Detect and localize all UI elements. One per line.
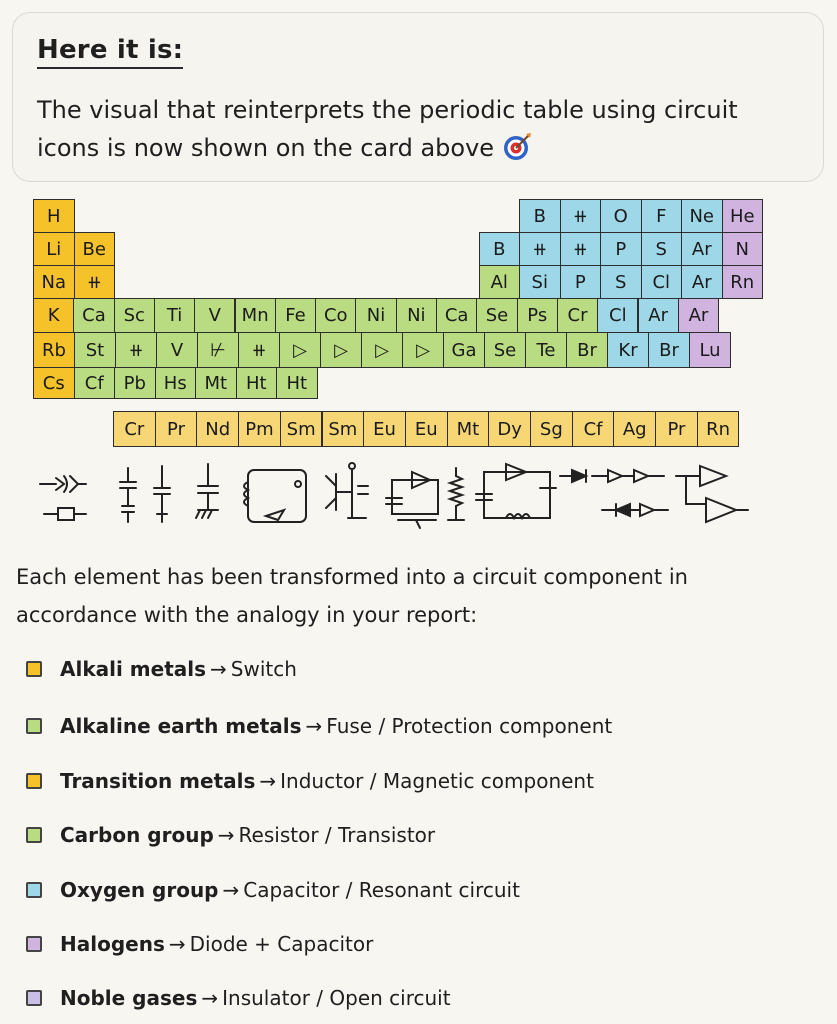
legend-name: Oxygen group [60,878,219,902]
legend-swatch [26,661,42,677]
f-block-cell: Sg [530,411,573,447]
arrow-icon: → [168,932,186,956]
legend-name: Carbon group [60,823,214,847]
legend-swatch [26,827,42,843]
element-cell: P [560,265,602,299]
element-cell: Si [519,265,561,299]
element-cell: ▷ [361,332,403,368]
legend-description: Switch [230,657,297,681]
element-cell: Ht [236,367,278,399]
element-cell: Kr [607,332,649,368]
ground-capacitor-icon [196,464,218,518]
element-cell: ⧺ [115,332,157,368]
legend-description: Resistor / Transistor [238,823,436,847]
f-block-cell: Cr [113,411,156,447]
element-cell: Cl [597,298,638,333]
element-cell: Mn [235,298,276,333]
element-cell: S [600,265,642,299]
element-cell: Ar [678,298,719,333]
element-cell: Li [33,232,75,266]
legend-description: Diode + Capacitor [189,932,374,956]
element-cell: ▷ [320,332,362,368]
inductor-loop-icon [244,470,306,522]
legend-swatch [26,773,42,789]
element-cell: B [519,199,561,233]
element-cell: Rn [722,265,764,299]
circuit-symbols-strip [36,458,756,532]
element-cell: ⧺ [74,265,116,299]
element-cell: B [479,232,521,266]
legend-item [26,654,297,684]
element-cell: Br [566,332,608,368]
element-cell: S [641,232,683,266]
element-cell: Ni [355,298,396,333]
f-block-cell: Sm [322,411,365,447]
legend-swatch [26,990,42,1006]
element-cell: Ne [681,199,723,233]
element-cell: Fe [275,298,316,333]
f-block-cell: Mt [447,411,490,447]
diode-chain-icon [560,470,668,516]
legend-swatch [26,882,42,898]
element-cell: Pb [114,367,156,399]
element-cell: ⊬ [197,332,239,368]
element-cell: Ni [396,298,437,333]
legend-description: Inductor / Magnetic component [280,769,594,793]
diode-coil-circuit-icon [476,464,556,518]
element-cell: Ar [681,232,723,266]
f-block-cell: Ag [613,411,656,447]
element-cell: Br [648,332,690,368]
element-cell: K [33,298,74,333]
element-cell: Ga [443,332,485,368]
element-cell: H [33,199,75,233]
element-cell: ⧺ [560,199,602,233]
element-cell: ▷ [402,332,444,368]
legend-item [26,875,520,905]
legend-item [26,929,373,959]
intro-paragraph: Each element has been transformed into a circuit component in accordance with the analogy in your report: [16,565,688,627]
element-cell: Ca [436,298,477,333]
capacitor-symbol-icon-1 [120,468,136,522]
legend-item [26,766,594,796]
f-block-cell: Eu [363,411,406,447]
element-cell: ⧺ [519,232,561,266]
f-block-cell: Pr [155,411,198,447]
element-cell: Se [484,332,526,368]
element-cell: Te [525,332,567,368]
element-cell: Al [479,265,521,299]
element-cell: O [600,199,642,233]
legend-name: Transition metals [60,769,256,793]
element-cell: Sc [114,298,155,333]
arrow-icon: → [201,986,219,1010]
element-cell: Mt [195,367,237,399]
f-block-cell: Cf [572,411,615,447]
f-block-cell: Eu [405,411,448,447]
f-block-cell: Pm [238,411,281,447]
legend-swatch [26,718,42,734]
element-cell: Cs [33,367,75,399]
resistor-coil-icon [448,468,464,520]
capacitor-symbol-icon-2 [154,466,170,522]
element-cell: F [641,199,683,233]
arrow-icon: → [217,823,235,847]
arrow-icon: → [222,878,240,902]
element-cell: ⧺ [238,332,280,368]
f-block-cell: Rn [697,411,740,447]
f-block-cell: Sm [280,411,323,447]
legend-description: Capacitor / Resonant circuit [243,878,520,902]
element-cell: V [156,332,198,368]
element-cell: Cr [557,298,598,333]
element-cell: Cl [641,265,683,299]
element-cell: Ps [517,298,558,333]
element-cell: ⧺ [560,232,602,266]
card-body-label: The visual that reinterprets the periodic table using circuit icons is now shown on the card above [37,96,738,162]
element-cell: Ar [638,298,679,333]
element-cell: Ht [276,367,318,399]
amplifier-symbol-icon [676,466,748,522]
element-cell: N [722,232,764,266]
legend-swatch [26,936,42,952]
legend-description: Insulator / Open circuit [222,986,451,1010]
element-cell: Co [315,298,356,333]
arrow-icon: → [259,769,277,793]
element-cell: V [194,298,235,333]
element-cell: Na [33,265,75,299]
element-cell: Ca [73,298,114,333]
element-cell: ▷ [279,332,321,368]
legend-description: Fuse / Protection component [326,714,613,738]
switch-symbol-icon [40,476,86,520]
legend-name: Noble gases [60,986,198,1010]
element-cell: Cf [74,367,116,399]
element-cell: Lu [689,332,731,368]
element-cell: Hs [155,367,197,399]
legend-name: Alkaline earth metals [60,714,302,738]
element-cell: Be [74,232,116,266]
legend-name: Alkali metals [60,657,207,681]
arrow-icon: → [305,714,323,738]
f-block-cell: Pr [655,411,698,447]
capacitor-diode-network-icon [386,472,438,528]
element-cell: Rb [33,332,75,368]
legend-item [26,711,612,741]
element-cell: St [74,332,116,368]
element-cell: P [600,232,642,266]
legend-name: Halogens [60,932,165,956]
transistor-symbol-icon [326,463,368,518]
element-cell: Se [476,298,517,333]
f-block-cell: Dy [488,411,531,447]
legend-item [26,820,435,850]
periodic-table [0,0,837,460]
f-block-cell: Nd [196,411,239,447]
element-cell: Ti [154,298,195,333]
element-cell: He [722,199,764,233]
legend-item [26,983,451,1013]
arrow-icon: → [210,657,227,681]
card-title: Here it is: [37,35,183,69]
element-cell: Ar [681,265,723,299]
